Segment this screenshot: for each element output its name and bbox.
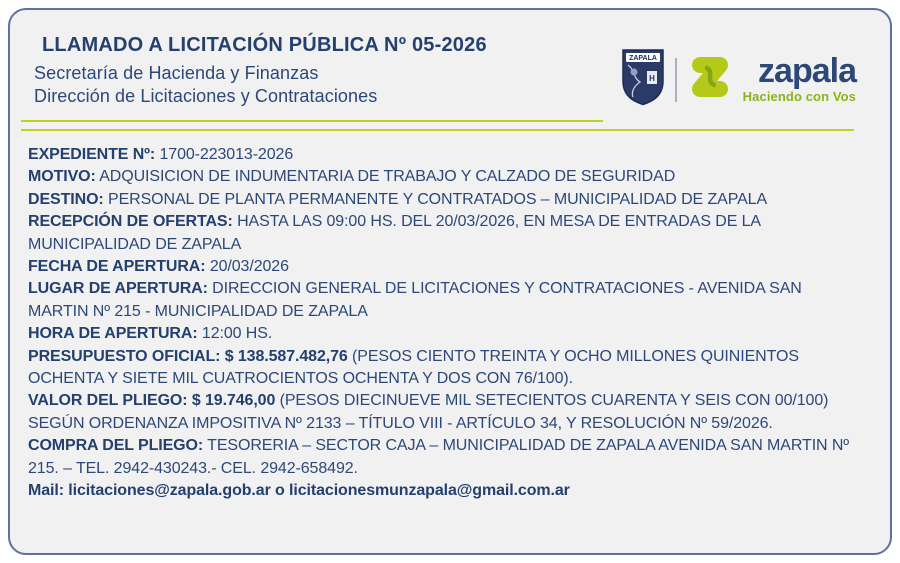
entry-text: ADQUISICION DE INDUMENTARIA DE TRABAJO Y CALZADO DE SEGURIDAD (95, 168, 676, 186)
entry-text: 20/03/2026 (205, 258, 289, 276)
announcement-entry (28, 256, 850, 278)
entry-label: MOTIVO: (28, 168, 96, 186)
announcement-entry (28, 480, 850, 502)
entry-text: 12:00 HS. (197, 325, 273, 343)
entry-label: LUGAR DE APERTURA: (28, 280, 208, 298)
entry-label: PRESUPUESTO OFICIAL: $ 138.587.482,76 (28, 347, 348, 365)
logo-divider (675, 58, 677, 102)
entry-label: HORA DE APERTURA: (28, 325, 198, 343)
announcement-entry (28, 211, 850, 256)
entry-text: DIRECCION GENERAL DE LICITACIONES Y CONTRATACIONES - AVENIDA SAN MARTIN Nº 215 - MUNICIPALIDAD DE ZAPALA (28, 280, 802, 320)
zapala-wordmark: zapala (758, 52, 856, 90)
announcement-entry (28, 323, 850, 345)
zapala-z-icon (687, 55, 733, 104)
entry-label: EXPEDIENTE Nº: (28, 146, 156, 163)
entry-label: FECHA DE APERTURA: (28, 258, 206, 276)
announcement-entry (28, 144, 850, 166)
announcement-entry (28, 278, 850, 323)
zapala-crest-icon (621, 48, 665, 111)
announcement-entry (28, 346, 850, 391)
rule-short (21, 120, 603, 122)
entry-text: (PESOS CIENTO TREINTA Y OCHO MILLONES QUINIENTOS OCHENTA Y SIETE MIL CUATROCIENTOS OCHENTA Y DOS CON 76/100). (28, 347, 799, 388)
crest-h-glyph: H (648, 74, 655, 83)
crest-banner-text: ZAPALA (628, 55, 657, 63)
zapala-logo-block (621, 48, 856, 111)
tender-announcement-card (8, 8, 892, 555)
zapala-tagline: Haciendo con Vos (742, 89, 856, 104)
entry-label: DESTINO: (28, 190, 104, 208)
header (10, 10, 890, 108)
subtitle-secretaria: Secretaría de Hacienda y Finanzas (34, 63, 319, 83)
announcement-entry (28, 189, 850, 211)
announcement-entry (28, 435, 850, 480)
entry-text: TESORERIA – SECTOR CAJA – MUNICIPALIDAD DE ZAPALA AVENIDA SAN MARTIN Nº 215. – TEL. 2942-430243.- CEL. 2942-658492. (28, 437, 850, 477)
announcement-entry (28, 166, 850, 188)
entry-text: HASTA LAS 09:00 HS. DEL 20/03/2026, EN MESA DE ENTRADAS DE LA MUNICIPALIDAD DE ZAPALA (28, 213, 761, 253)
entry-label: VALOR DEL PLIEGO: $ 19.746,00 (28, 392, 276, 410)
entry-text: PERSONAL DE PLANTA PERMANENTE Y CONTRATADOS – MUNICIPALIDAD DE ZAPALA (103, 190, 768, 208)
entry-text: (PESOS DIECINUEVE MIL SETECIENTOS CUARENTA Y SEIS CON 00/100) SEGÚN ORDENANZA IMPOSITIVA Nº 2133 – TÍTULO VIII - ARTÍCULO 34, Y RESOLUCIÓN Nº 59/2026. (28, 392, 829, 432)
header-rules (21, 120, 890, 131)
announcement-body (10, 131, 890, 503)
page-title: LLAMADO A LICITACIÓN PÚBLICA Nº 05-2026 (42, 34, 487, 56)
subtitle-direccion: Dirección de Licitaciones y Contrataciones (34, 86, 378, 106)
announcement-entry (28, 390, 850, 435)
entry-label: COMPRA DEL PLIEGO: (28, 437, 204, 455)
entry-label: RECEPCIÓN DE OFERTAS: (28, 213, 233, 231)
entry-label: Mail: licitaciones@zapala.gob.ar o licitacionesmunzapala@gmail.com.ar (28, 482, 570, 500)
entry-text: 1700-223013-2026 (155, 146, 294, 163)
zapala-wordmark-block (742, 52, 856, 104)
